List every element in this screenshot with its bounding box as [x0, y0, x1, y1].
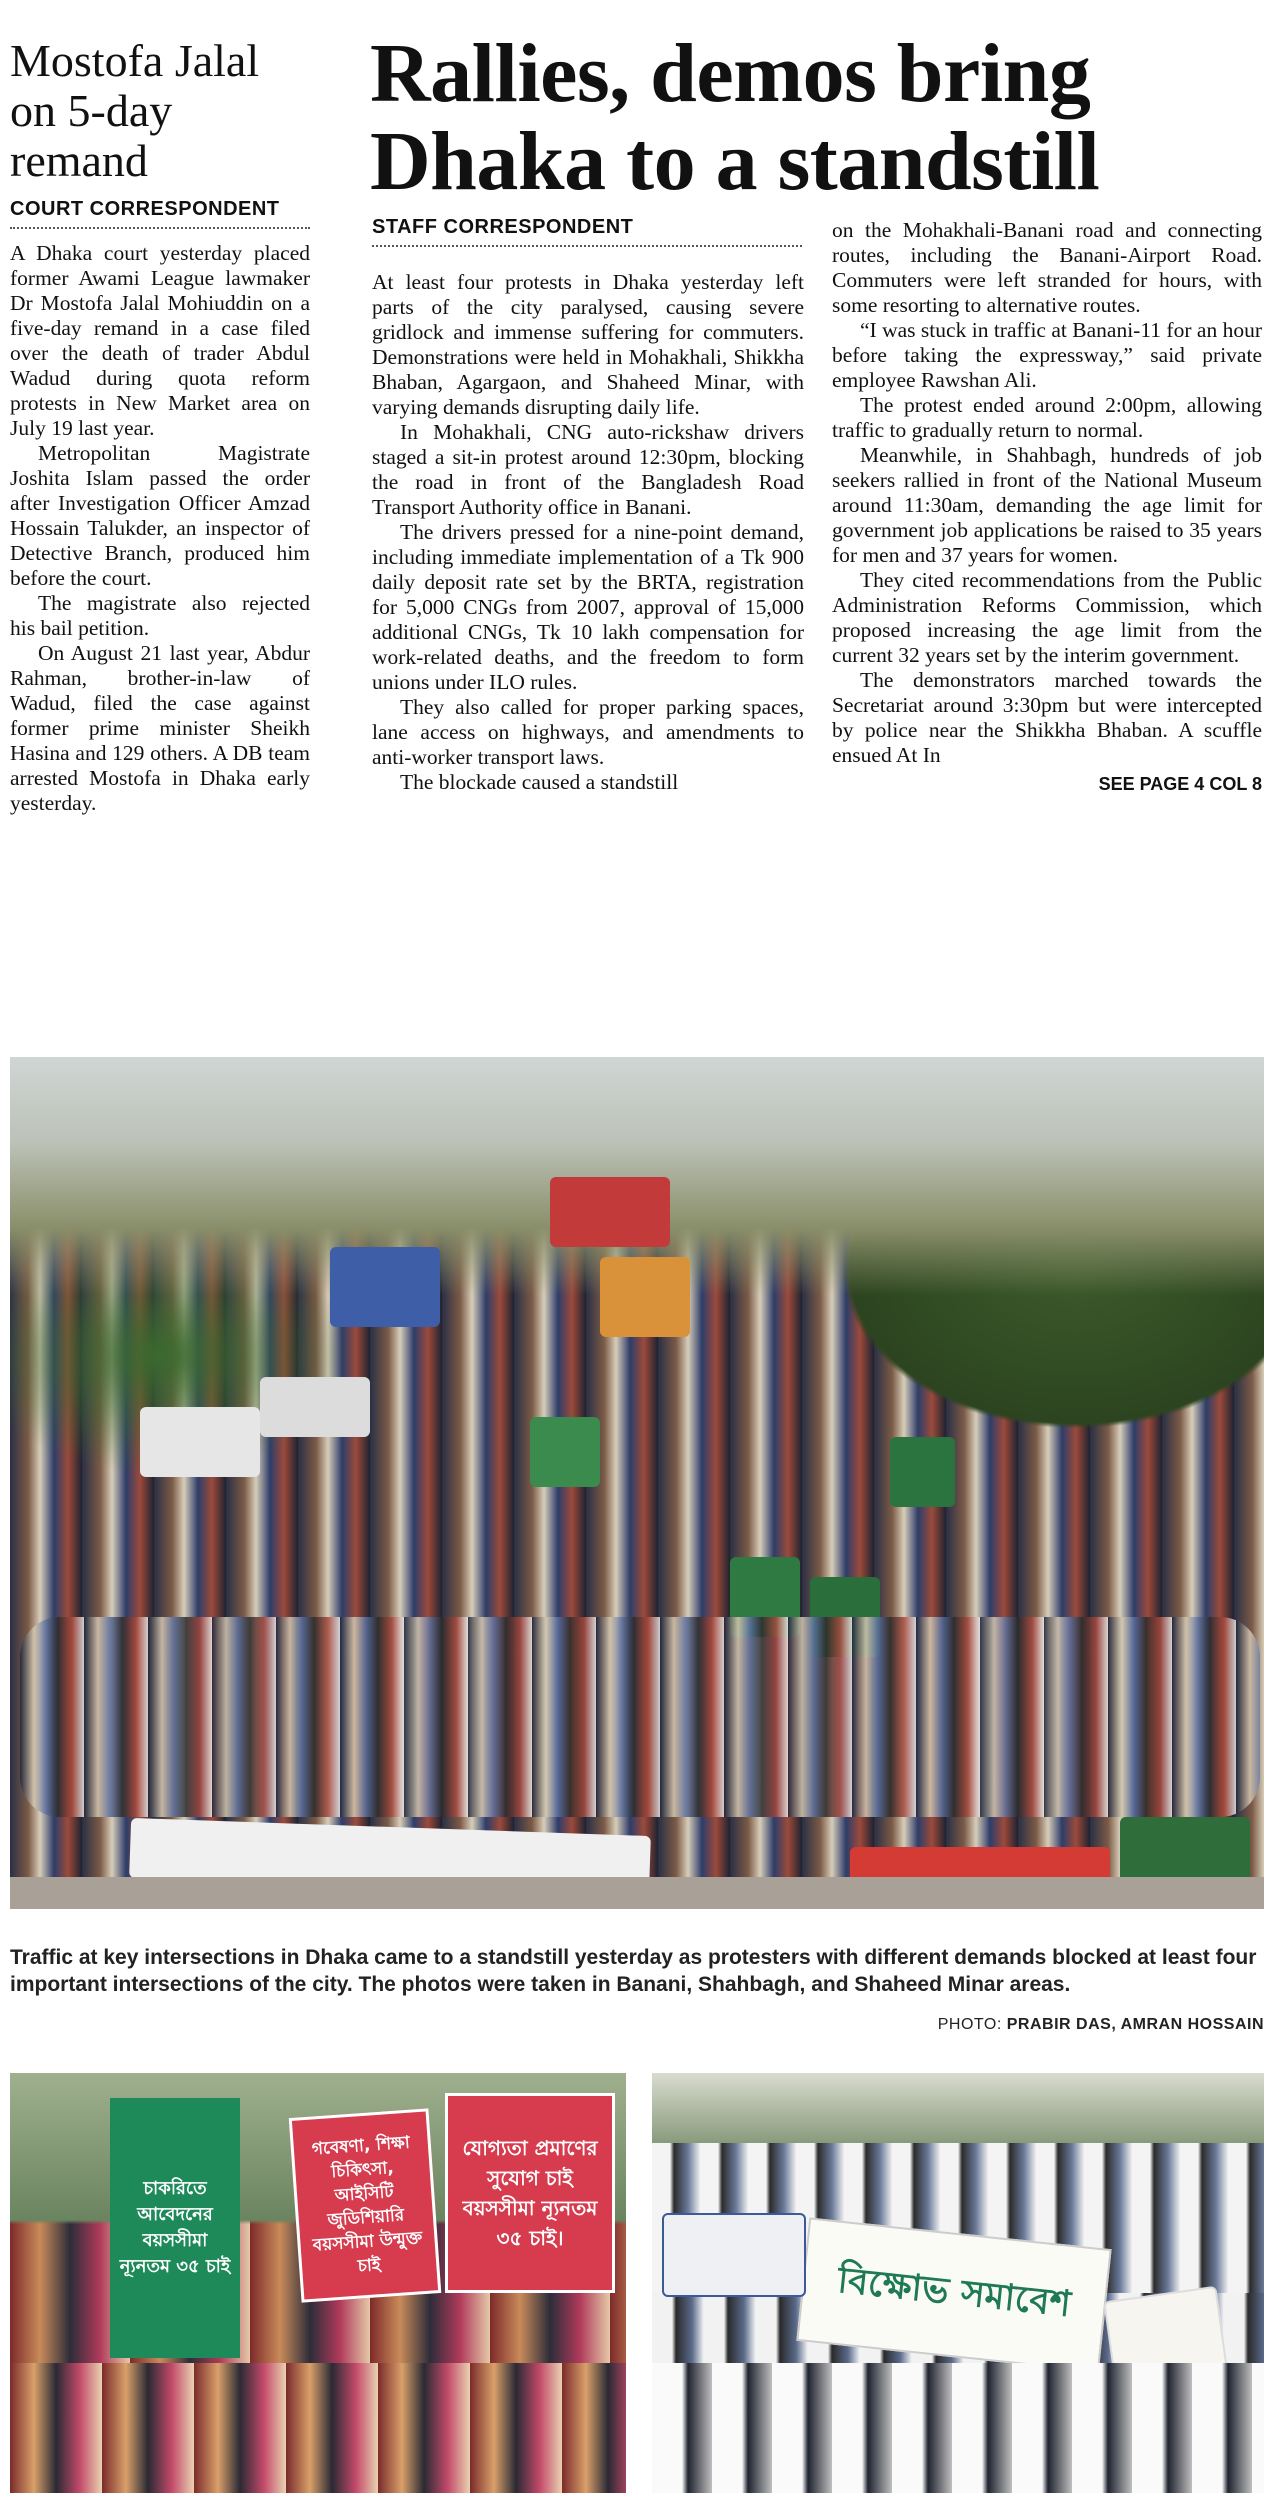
- protest-sign-red-right: যোগ্যতা প্রমাণের সুযোগ চাই বয়সসীমা ন্যূনতম ৩৫ চাই।: [445, 2093, 615, 2293]
- banner-left: [662, 2213, 806, 2297]
- photo-credit: [700, 2016, 1264, 2034]
- main-story-paragraph: “I was stuck in traffic at Banani-11 for an hour before taking the expressway,” said private employee Rawshan Ali.: [832, 318, 1262, 392]
- main-headline: Rallies, demos bring Dhaka to a standstill: [370, 27, 1100, 208]
- students-front: [652, 2363, 1264, 2493]
- main-story-paragraph: They also called for proper parking spaces, lane access on highways, and amendments to anti-worker transport laws.: [372, 695, 804, 769]
- main-story-paragraph: Meanwhile, in Shahbagh, hundreds of job seekers rallied in front of the National Museum around 11:30am, demanding the age limit for government job applications be raised to 35 years for men and 37 years for women.: [832, 443, 1262, 567]
- main-story-paragraph: At least four protests in Dhaka yesterday left parts of the city paralysed, causing severe gridlock and immense suffering for commuters. Demonstrations were held in Mohakhali, Shikkha Bhaban, Agargaon, and Shaheed Minar, with varying demands disrupting daily life.: [372, 270, 804, 419]
- protest-sign-green: চাকরিতে আবেদনের বয়সসীমা ন্যূনতম ৩৫ চাই: [110, 2098, 240, 2358]
- left-story-byline: COURT CORRESPONDENT: [10, 198, 310, 229]
- left-story-body: [10, 241, 310, 816]
- main-story-paragraph: on the Mohakhali-Banani road and connecting routes, including the Banani-Airport Road. Commuters were left stranded for hours, with some resorting to alternative routes.: [832, 218, 1262, 317]
- main-story-paragraph: They cited recommendations from the Public Administration Reforms Commission, which proposed increasing the age limit from the current 32 years set by the interim government.: [832, 568, 1262, 667]
- left-story-paragraph: On August 21 last year, Abdur Rahman, brother-in-law of Wadud, filed the case against former prime minister Sheikh Hasina and 129 others. A DB team arrested Mostofa in Dhaka early yesterday.: [10, 641, 310, 815]
- protest-banner: বিক্ষোভ সমাবেশ: [796, 2217, 1111, 2372]
- main-story-paragraph: In Mohakhali, CNG auto-rickshaw drivers staged a sit-in protest around 12:30pm, blocking the road in front of the Bangladesh Road Transport Authority office in Banani.: [372, 420, 804, 519]
- photo-credit-names: PRABIR DAS, AMRAN HOSSAIN: [1006, 2016, 1264, 2033]
- cng-green: [890, 1437, 955, 1507]
- jump-line[interactable]: SEE PAGE 4 COL 8: [1098, 774, 1262, 794]
- car-white: [260, 1377, 370, 1437]
- bus-red: [550, 1177, 670, 1247]
- main-story-paragraph: The drivers pressed for a nine-point demand, including immediate implementation of a Tk 900 daily deposit rate set by the BRTA, registration for 5,000 CNGs from 2007, approval of 15,000 additional CNGs, Tk 10 lakh compensation for work-related deaths, and the freedom to form unions under ILO rules.: [372, 520, 804, 694]
- left-story: [10, 36, 310, 816]
- main-story-column-2: [832, 218, 1262, 797]
- protesters: [10, 2363, 626, 2493]
- main-story-byline: STAFF CORRESPONDENT: [372, 216, 802, 247]
- left-story-paragraph: Metropolitan Magistrate Joshita Islam passed the order after Investigation Officer Amzad Hossain Talukder, an inspector of Detective Branch, produced him before the court.: [10, 441, 310, 590]
- bus-orange: [600, 1257, 690, 1337]
- crowd: [20, 1617, 1260, 1817]
- left-story-paragraph: A Dhaka court yesterday placed former Awami League lawmaker Dr Mostofa Jalal Mohiuddin on a five-day remand in a case filed over the death of trader Abdul Wadud during quota reform protests in New Market area on July 19 last year.: [10, 241, 310, 440]
- photo-shaheed-minar-students: [652, 2073, 1264, 2493]
- main-story-paragraph: The demonstrators marched towards the Secretariat around 3:30pm but were intercepted by police near the Shikkha Bhaban. A scuffle ensued At In: [832, 668, 1262, 767]
- cng-green: [530, 1417, 600, 1487]
- main-photo-traffic-protest: [10, 1057, 1264, 1909]
- photo-credit-label: PHOTO:: [937, 2016, 1002, 2033]
- left-story-headline: Mostofa Jalal on 5-day remand: [10, 35, 260, 186]
- main-story-paragraph: The protest ended around 2:00pm, allowing traffic to gradually return to normal.: [832, 393, 1262, 442]
- left-story-paragraph: The magistrate also rejected his bail petition.: [10, 591, 310, 640]
- road: [10, 1877, 1264, 1909]
- protest-sign-red-middle: গবেষণা, শিক্ষা চিকিৎসা, আইসিটি জুডিশিয়ারি বয়সসীমা উন্মুক্ত চাই: [289, 2108, 442, 2302]
- main-story-column-1: [372, 270, 804, 795]
- photo-shahbagh-job-seekers: [10, 2073, 626, 2493]
- car-white: [140, 1407, 260, 1477]
- photo-caption: Traffic at key intersections in Dhaka came to a standstill yesterday as protesters with different demands blocked at least four important intersections of the city. The photos were taken in Banani, Shahbagh, and Shaheed Minar areas.: [10, 1946, 1257, 1996]
- main-story-paragraph: The blockade caused a standstill: [400, 770, 679, 794]
- bus-blue: [330, 1247, 440, 1327]
